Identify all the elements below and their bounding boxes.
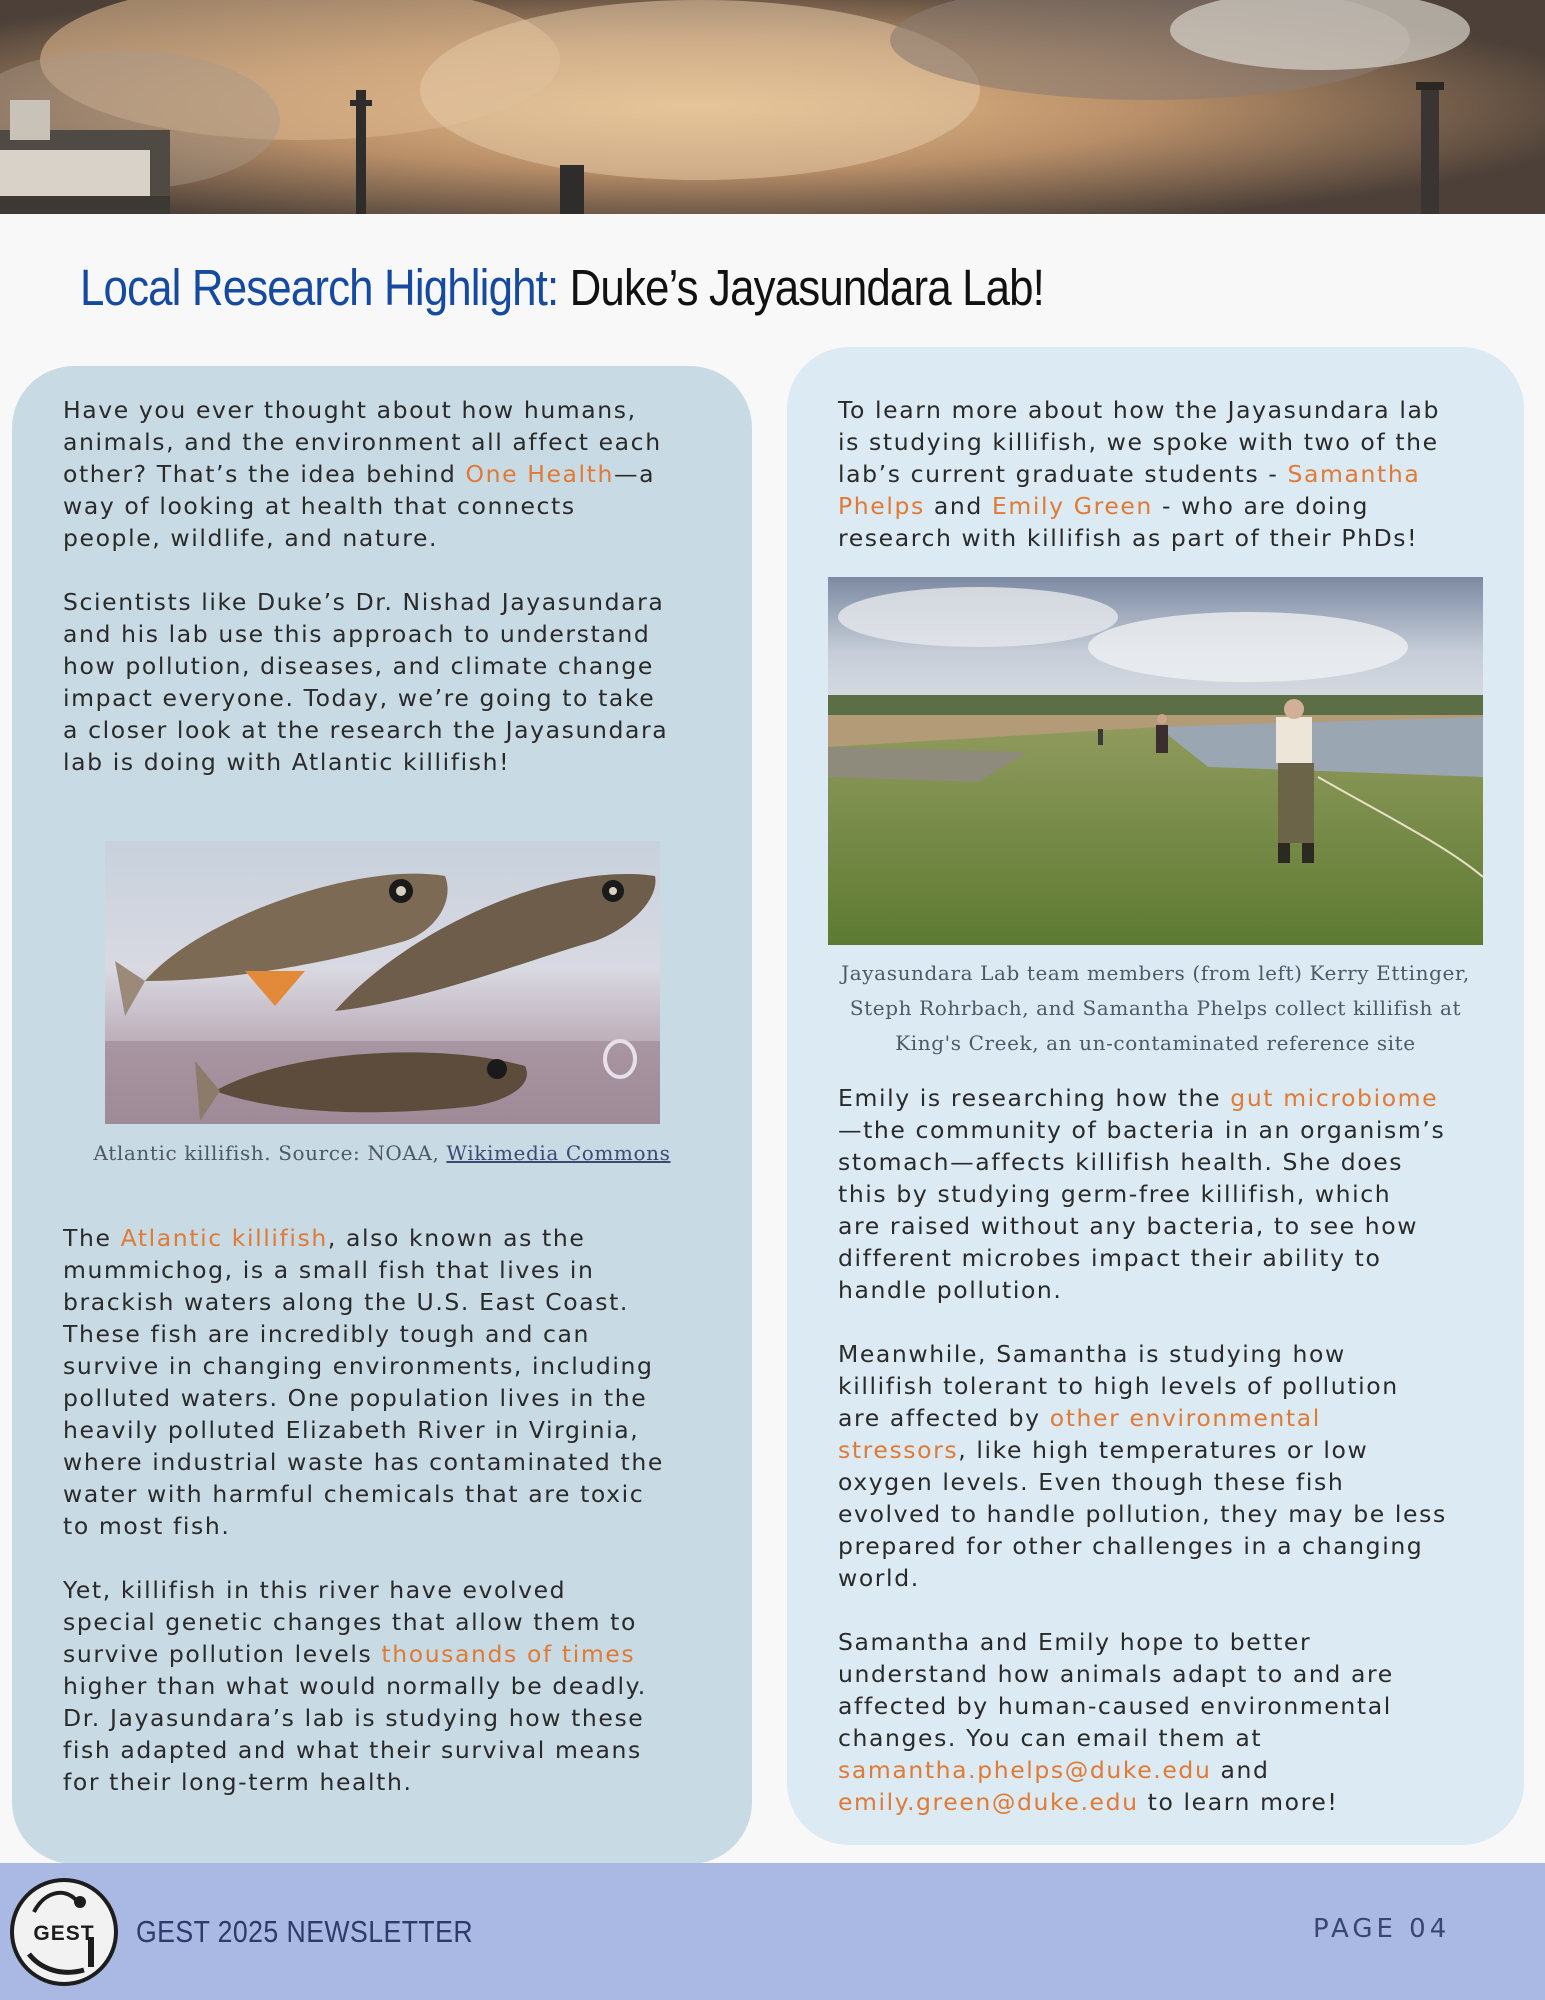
- samantha-research-paragraph: [838, 1338, 1447, 1594]
- interview-intro-paragraph: [838, 394, 1440, 554]
- text-line: [63, 1222, 664, 1254]
- caption-line-2: Steph Rohrbach, and Samantha Phelps collect killifish at: [849, 996, 1462, 1020]
- highlighted-link[interactable]: thousands of times: [381, 1640, 636, 1668]
- text-line: people, wildlife, and nature.: [63, 524, 439, 552]
- highlighted-link[interactable]: emily.green@duke.edu: [838, 1788, 1139, 1816]
- text-line: is studying killifish, we spoke with two of the: [838, 428, 1439, 456]
- highlighted-link[interactable]: Samantha: [1287, 460, 1421, 488]
- page-title: [80, 258, 1044, 317]
- highlighted-link[interactable]: Emily Green: [991, 492, 1153, 520]
- killifish-photo: [105, 841, 660, 1124]
- text-line: These fish are incredibly tough and can: [63, 1320, 591, 1348]
- text-line: killifish tolerant to high levels of pollution: [838, 1372, 1399, 1400]
- text-line: oxygen levels. Even though these fish: [838, 1468, 1345, 1496]
- text-line: prepared for other challenges in a changing: [838, 1532, 1424, 1560]
- text-line: Samantha and Emily hope to better: [838, 1628, 1312, 1656]
- text-segment: —a: [614, 460, 656, 488]
- text-line: changes. You can email them at: [838, 1724, 1263, 1752]
- emily-research-paragraph: [838, 1082, 1445, 1306]
- text-line: [838, 490, 1440, 522]
- text-line: fish adapted and what their survival means: [63, 1736, 642, 1764]
- text-line: impact everyone. Today, we’re going to take: [63, 684, 656, 712]
- text-segment: lab’s current graduate students -: [838, 460, 1288, 488]
- text-segment: The: [63, 1224, 121, 1252]
- text-line: affected by human-caused environmental: [838, 1692, 1392, 1720]
- evolution-paragraph: [63, 1574, 647, 1798]
- text-line: mummichog, is a small fish that lives in: [63, 1256, 595, 1284]
- text-line: [838, 458, 1440, 490]
- text-line: To learn more about how the Jayasundara lab: [838, 396, 1440, 424]
- killifish-photo-caption: [12, 1136, 752, 1171]
- text-line: lab is doing with Atlantic killifish!: [63, 748, 511, 776]
- text-segment: other? That’s the idea behind: [63, 460, 466, 488]
- title-main: Duke’s Jayasundara Lab!: [558, 259, 1045, 316]
- text-line: Dr. Jayasundara’s lab is studying how these: [63, 1704, 645, 1732]
- text-line: understand how animals adapt to and are: [838, 1660, 1394, 1688]
- header-banner-photo: [0, 0, 1545, 214]
- intro-paragraph: [63, 394, 662, 554]
- text-line: Yet, killifish in this river have evolved: [63, 1576, 567, 1604]
- text-segment: and: [924, 492, 992, 520]
- scientists-paragraph: [63, 586, 668, 778]
- text-segment: are affected by: [838, 1404, 1050, 1432]
- text-line: [838, 1082, 1445, 1114]
- field-photo-caption: [787, 956, 1524, 1061]
- text-segment: survive pollution levels: [63, 1640, 382, 1668]
- smokestack-illustration: [0, 0, 1545, 214]
- page-number: PAGE 04: [1313, 1914, 1451, 1944]
- text-line: Scientists like Duke’s Dr. Nishad Jayasundara: [63, 588, 665, 616]
- highlighted-link[interactable]: stressors: [838, 1436, 959, 1464]
- text-segment: Emily is researching how the: [838, 1084, 1231, 1112]
- wikimedia-commons-link[interactable]: Wikimedia Commons: [446, 1141, 671, 1165]
- text-line: higher than what would normally be deadly.: [63, 1672, 647, 1700]
- highlighted-link[interactable]: Phelps: [838, 492, 925, 520]
- text-segment: - who are doing: [1152, 492, 1370, 520]
- caption-text: Atlantic killifish. Source: NOAA,: [93, 1141, 447, 1165]
- text-segment: , also known as the: [327, 1224, 586, 1252]
- field-team-photo: [828, 577, 1483, 945]
- text-line: Meanwhile, Samantha is studying how: [838, 1340, 1346, 1368]
- caption-line-3: King's Creek, an un-contaminated reference site: [895, 1031, 1416, 1055]
- text-segment: and: [1211, 1756, 1270, 1784]
- text-segment: to learn more!: [1138, 1788, 1339, 1816]
- text-line: this by studying germ-free killifish, which: [838, 1180, 1392, 1208]
- text-line: where industrial waste has contaminated the: [63, 1448, 664, 1476]
- text-line: polluted waters. One population lives in the: [63, 1384, 648, 1412]
- text-line: —the community of bacteria in an organism’s: [838, 1116, 1446, 1144]
- text-line: how pollution, diseases, and climate change: [63, 652, 654, 680]
- text-line: are raised without any bacteria, to see how: [838, 1212, 1419, 1240]
- caption-line-1: Jayasundara Lab team members (from left) Kerry Ettinger,: [841, 961, 1470, 985]
- highlighted-link[interactable]: One Health: [465, 460, 614, 488]
- killifish-paragraph: [63, 1222, 664, 1542]
- text-line: handle pollution.: [838, 1276, 1063, 1304]
- contact-paragraph: [838, 1626, 1394, 1818]
- text-line: special genetic changes that allow them to: [63, 1608, 637, 1636]
- highlighted-link[interactable]: Atlantic killifish: [120, 1224, 328, 1252]
- text-line: [63, 458, 662, 490]
- text-line: [838, 1434, 1447, 1466]
- text-line: to most fish.: [63, 1512, 231, 1540]
- gest-logo: [10, 1878, 118, 1986]
- highlighted-link[interactable]: other environmental: [1049, 1404, 1321, 1432]
- text-line: stomach—affects killifish health. She does: [838, 1148, 1404, 1176]
- text-line: heavily polluted Elizabeth River in Virginia,: [63, 1416, 640, 1444]
- text-line: a closer look at the research the Jayasundara: [63, 716, 669, 744]
- title-accent: Local Research Highlight:: [80, 259, 559, 316]
- text-line: brackish waters along the U.S. East Coast.: [63, 1288, 629, 1316]
- text-line: [838, 1402, 1447, 1434]
- text-line: animals, and the environment all affect each: [63, 428, 662, 456]
- text-line: [63, 1638, 647, 1670]
- text-line: water with harmful chemicals that are toxic: [63, 1480, 645, 1508]
- text-line: way of looking at health that connects: [63, 492, 576, 520]
- text-line: for their long-term health.: [63, 1768, 413, 1796]
- text-segment: , like high temperatures or low: [958, 1436, 1369, 1464]
- text-line: evolved to handle pollution, they may be less: [838, 1500, 1447, 1528]
- text-line: [838, 1754, 1394, 1786]
- text-line: [838, 1786, 1394, 1818]
- highlighted-link[interactable]: gut microbiome: [1230, 1084, 1439, 1112]
- text-line: world.: [838, 1564, 920, 1592]
- newsletter-title: GEST 2025 NEWSLETTER: [136, 1914, 474, 1949]
- text-line: Have you ever thought about how humans,: [63, 396, 637, 424]
- logo-text: GEST: [33, 1922, 95, 1945]
- highlighted-link[interactable]: samantha.phelps@duke.edu: [838, 1756, 1212, 1784]
- text-line: and his lab use this approach to understand: [63, 620, 651, 648]
- text-line: survive in changing environments, including: [63, 1352, 654, 1380]
- text-line: research with killifish as part of their PhDs!: [838, 524, 1419, 552]
- text-line: different microbes impact their ability to: [838, 1244, 1382, 1272]
